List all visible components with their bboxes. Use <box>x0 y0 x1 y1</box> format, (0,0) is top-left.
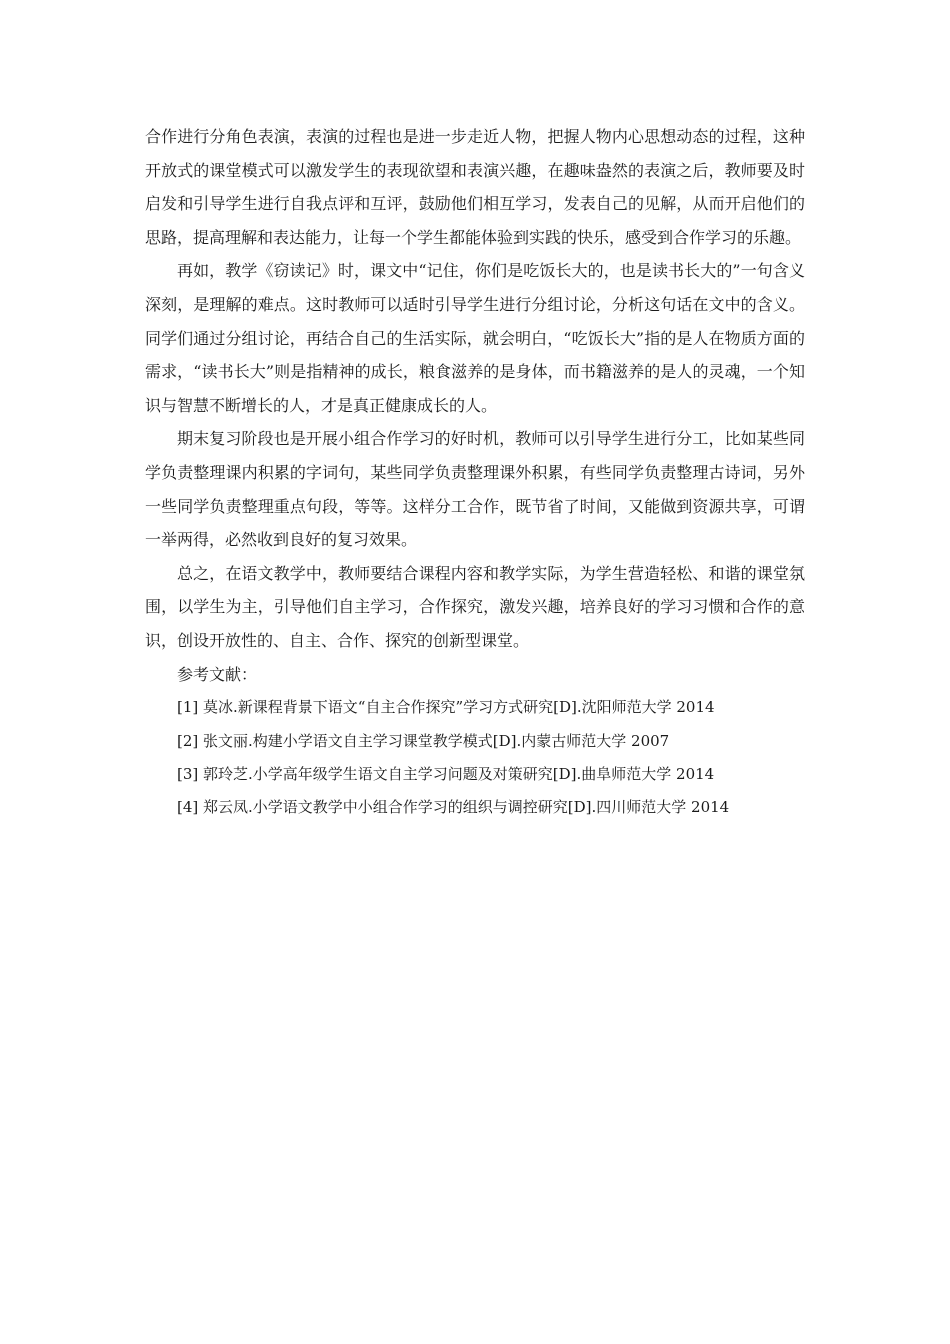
body-paragraph-conclusion: 总之，在语文教学中，教师要结合课程内容和教学实际，为学生营造轻松、和谐的课堂氛围，以学生为主，引导他们自主学习，合作探究，激发兴趣，培养良好的学习习惯和合作的意识，创设开放性的、自主、合作、探究的创新型课堂。 <box>145 563 805 650</box>
body-paragraph-continued: 合作进行分角色表演，表演的过程也是进一步走近人物，把握人物内心思想动态的过程，这种开放式的课堂模式可以激发学生的表现欲望和表演兴趣，在趣味盎然的表演之后，教师要及时启发和引导学生进行自我点评和互评，鼓励他们相互学习，发表自己的见解，从而开启他们的思路，提高理解和表达能力，让每一个学生都能体验到实践的快乐，感受到合作学习的乐趣。 <box>145 127 805 247</box>
references-heading: 参考文献： <box>177 664 258 684</box>
body-paragraph-example: 再如，教学《窃读记》时，课文中“记住，你们是吃饭长大的，也是读书长大的”一句含义深刻，是理解的难点。这时教师可以适时引导学生进行分组讨论，分析这句话在文中的含义。同学们通过分组讨论，再结合自己的生活实际，就会明白，“吃饭长大”指的是人在物质方面的需求，“读书长大”则是指精神的成长，粮食滋养的是身体，而书籍滋养的是人的灵魂，一个知识与智慧不断增长的人，才是真正健康成长的人。 <box>145 261 805 415</box>
reference-item: [2] 张文丽.构建小学语文自主学习课堂教学模式[D].内蒙古师范大学 2007 <box>177 731 670 750</box>
document-page <box>145 120 805 825</box>
reference-item: [4] 郑云凤.小学语文教学中小组合作学习的组织与调控研究[D].四川师范大学 2014 <box>177 798 730 817</box>
references-list <box>145 691 805 825</box>
body-paragraph-review: 期末复习阶段也是开展小组合作学习的好时机，教师可以引导学生进行分工，比如某些同学负责整理课内积累的字词句，某些同学负责整理课外积累，有些同学负责整理古诗词，另外一些同学负责整理重点句段，等等。这样分工合作，既节省了时间，又能做到资源共享，可谓一举两得，必然收到良好的复习效果。 <box>145 429 805 550</box>
reference-item: [3] 郭玲芝.小学高年级学生语文自主学习问题及对策研究[D].曲阜师范大学 2014 <box>177 764 715 783</box>
reference-item: [1] 莫冰.新课程背景下语文“自主合作探究”学习方式研究[D].沈阳师范大学 2014 <box>177 698 715 717</box>
